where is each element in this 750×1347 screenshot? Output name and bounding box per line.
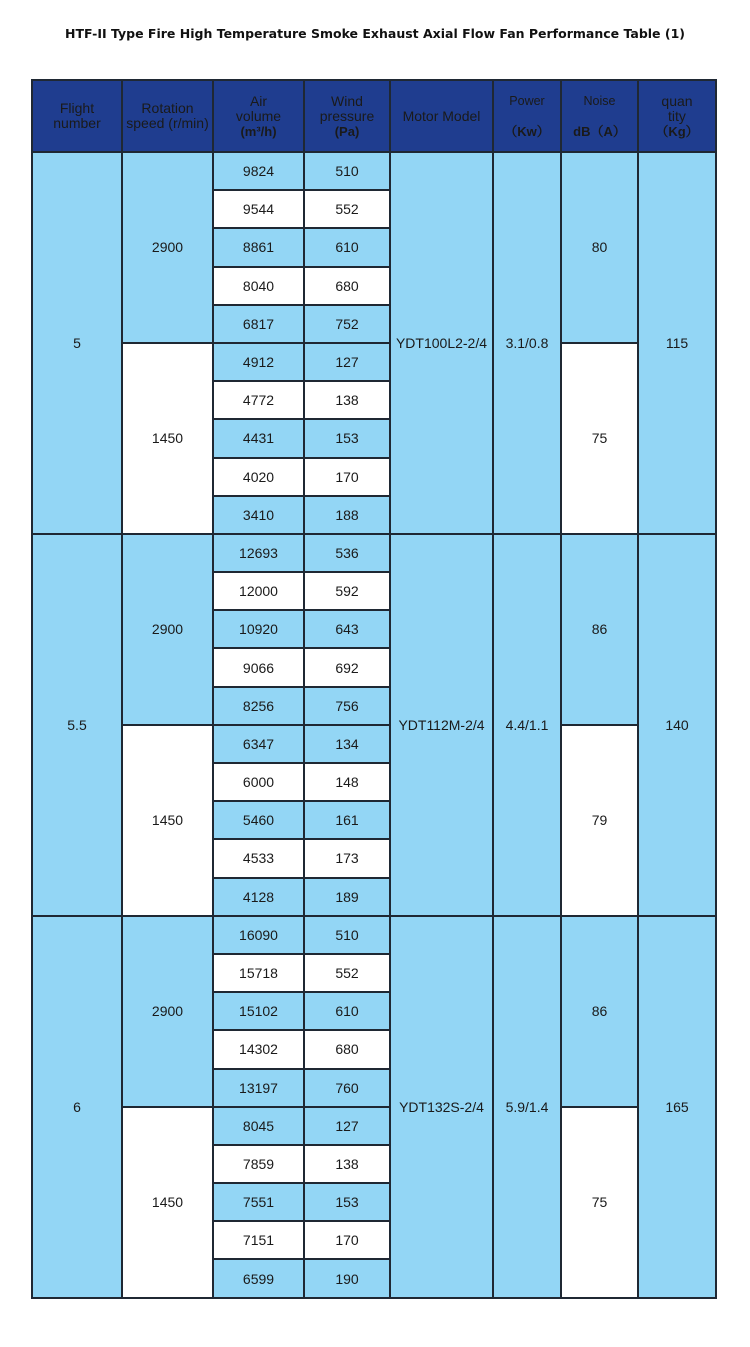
rotation-speed-cell: 1450 bbox=[122, 343, 213, 534]
wind-pressure-cell: 510 bbox=[304, 916, 390, 954]
wind-pressure-cell: 161 bbox=[304, 801, 390, 839]
wind-pressure-cell: 127 bbox=[304, 343, 390, 381]
noise-cell: 75 bbox=[561, 343, 638, 534]
air-volume-cell: 4020 bbox=[213, 458, 304, 496]
motor-model-cell: YDT132S-2/4 bbox=[390, 916, 493, 1298]
performance-table bbox=[31, 79, 717, 1299]
air-volume-cell: 8045 bbox=[213, 1107, 304, 1145]
air-volume-cell: 9066 bbox=[213, 648, 304, 686]
motor-model-cell: YDT100L2-2/4 bbox=[390, 152, 493, 534]
air-volume-cell: 10920 bbox=[213, 610, 304, 648]
wind-pressure-cell: 190 bbox=[304, 1259, 390, 1297]
rotation-speed-cell: 1450 bbox=[122, 725, 213, 916]
wind-pressure-cell: 752 bbox=[304, 305, 390, 343]
wind-pressure-cell: 756 bbox=[304, 687, 390, 725]
quantity-cell: 140 bbox=[638, 534, 716, 916]
wind-pressure-cell: 189 bbox=[304, 878, 390, 916]
air-volume-cell: 13197 bbox=[213, 1069, 304, 1107]
air-volume-cell: 7551 bbox=[213, 1183, 304, 1221]
table-row bbox=[32, 1107, 716, 1145]
wind-pressure-cell: 760 bbox=[304, 1069, 390, 1107]
wind-pressure-cell: 173 bbox=[304, 839, 390, 877]
air-volume-cell: 7859 bbox=[213, 1145, 304, 1183]
header-wind-pressure: Wind pressure (Pa) bbox=[304, 80, 390, 152]
wind-pressure-cell: 138 bbox=[304, 1145, 390, 1183]
wind-pressure-cell: 134 bbox=[304, 725, 390, 763]
table-row bbox=[32, 916, 716, 954]
header-quantity: quan tity （Kg） bbox=[638, 80, 716, 152]
noise-cell: 86 bbox=[561, 916, 638, 1107]
rotation-speed-cell: 2900 bbox=[122, 152, 213, 343]
air-volume-cell: 5460 bbox=[213, 801, 304, 839]
wind-pressure-cell: 610 bbox=[304, 992, 390, 1030]
wind-pressure-cell: 148 bbox=[304, 763, 390, 801]
wind-pressure-cell: 552 bbox=[304, 190, 390, 228]
flight-number-cell: 6 bbox=[32, 916, 122, 1298]
header-air-volume: Air volume (m³/h) bbox=[213, 80, 304, 152]
wind-pressure-cell: 680 bbox=[304, 267, 390, 305]
table-body bbox=[32, 152, 716, 1298]
air-volume-cell: 9544 bbox=[213, 190, 304, 228]
table-row bbox=[32, 152, 716, 190]
wind-pressure-cell: 680 bbox=[304, 1030, 390, 1068]
air-volume-cell: 6817 bbox=[213, 305, 304, 343]
quantity-cell: 165 bbox=[638, 916, 716, 1298]
wind-pressure-cell: 610 bbox=[304, 228, 390, 266]
noise-cell: 75 bbox=[561, 1107, 638, 1298]
air-volume-cell: 12000 bbox=[213, 572, 304, 610]
air-volume-cell: 4772 bbox=[213, 381, 304, 419]
air-volume-cell: 6599 bbox=[213, 1259, 304, 1297]
air-volume-cell: 6347 bbox=[213, 725, 304, 763]
power-cell: 4.4/1.1 bbox=[493, 534, 561, 916]
header-row bbox=[32, 80, 716, 152]
wind-pressure-cell: 127 bbox=[304, 1107, 390, 1145]
page-title: HTF-II Type Fire High Temperature Smoke Exhaust Axial Flow Fan Performance Table (1) bbox=[64, 26, 686, 41]
air-volume-cell: 15102 bbox=[213, 992, 304, 1030]
air-volume-cell: 15718 bbox=[213, 954, 304, 992]
header-flight-number: Flight number bbox=[32, 80, 122, 152]
noise-cell: 79 bbox=[561, 725, 638, 916]
header-motor-model: Motor Model bbox=[390, 80, 493, 152]
wind-pressure-cell: 592 bbox=[304, 572, 390, 610]
wind-pressure-cell: 153 bbox=[304, 419, 390, 457]
air-volume-cell: 4128 bbox=[213, 878, 304, 916]
power-cell: 5.9/1.4 bbox=[493, 916, 561, 1298]
air-volume-cell: 16090 bbox=[213, 916, 304, 954]
power-cell: 3.1/0.8 bbox=[493, 152, 561, 534]
wind-pressure-cell: 643 bbox=[304, 610, 390, 648]
air-volume-cell: 6000 bbox=[213, 763, 304, 801]
rotation-speed-cell: 2900 bbox=[122, 916, 213, 1107]
air-volume-cell: 12693 bbox=[213, 534, 304, 572]
wind-pressure-cell: 536 bbox=[304, 534, 390, 572]
air-volume-cell: 4912 bbox=[213, 343, 304, 381]
table-row bbox=[32, 725, 716, 763]
air-volume-cell: 3410 bbox=[213, 496, 304, 534]
wind-pressure-cell: 552 bbox=[304, 954, 390, 992]
motor-model-cell: YDT112M-2/4 bbox=[390, 534, 493, 916]
rotation-speed-cell: 1450 bbox=[122, 1107, 213, 1298]
wind-pressure-cell: 170 bbox=[304, 1221, 390, 1259]
header-power: Power （Kw） bbox=[493, 80, 561, 152]
quantity-cell: 115 bbox=[638, 152, 716, 534]
air-volume-cell: 8256 bbox=[213, 687, 304, 725]
air-volume-cell: 14302 bbox=[213, 1030, 304, 1068]
air-volume-cell: 4431 bbox=[213, 419, 304, 457]
table-row bbox=[32, 343, 716, 381]
air-volume-cell: 7151 bbox=[213, 1221, 304, 1259]
rotation-speed-cell: 2900 bbox=[122, 534, 213, 725]
wind-pressure-cell: 510 bbox=[304, 152, 390, 190]
header-noise: Noise dB（A） bbox=[561, 80, 638, 152]
header-rotation-speed: Rotation speed (r/min) bbox=[122, 80, 213, 152]
wind-pressure-cell: 138 bbox=[304, 381, 390, 419]
air-volume-cell: 8040 bbox=[213, 267, 304, 305]
wind-pressure-cell: 188 bbox=[304, 496, 390, 534]
noise-cell: 86 bbox=[561, 534, 638, 725]
wind-pressure-cell: 153 bbox=[304, 1183, 390, 1221]
air-volume-cell: 8861 bbox=[213, 228, 304, 266]
flight-number-cell: 5.5 bbox=[32, 534, 122, 916]
table-row bbox=[32, 534, 716, 572]
wind-pressure-cell: 170 bbox=[304, 458, 390, 496]
flight-number-cell: 5 bbox=[32, 152, 122, 534]
air-volume-cell: 4533 bbox=[213, 839, 304, 877]
noise-cell: 80 bbox=[561, 152, 638, 343]
wind-pressure-cell: 692 bbox=[304, 648, 390, 686]
air-volume-cell: 9824 bbox=[213, 152, 304, 190]
